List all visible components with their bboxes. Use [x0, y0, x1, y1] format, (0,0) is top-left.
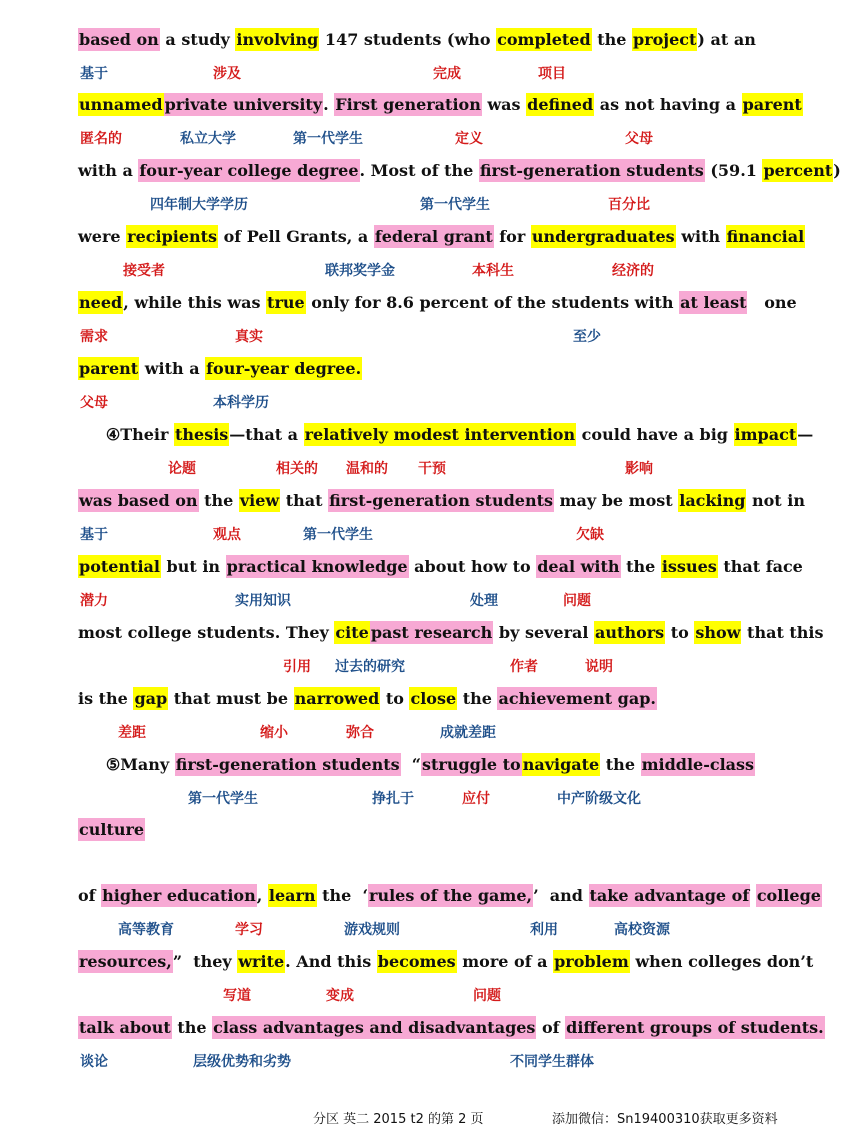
phrase: the — [620, 557, 661, 576]
highlighted-phrase: deal with — [537, 557, 620, 576]
gloss: 游戏规则 — [344, 922, 400, 938]
highlighted-word: unnamed — [79, 95, 163, 114]
phrase: but in — [160, 557, 226, 576]
highlighted-phrase: culture — [79, 820, 145, 839]
phrase: ④Their — [78, 425, 174, 444]
phrase: (59.1 — [704, 161, 763, 180]
phrase: to — [380, 689, 410, 708]
gloss: 需求 — [80, 329, 108, 345]
gloss: 定义 — [455, 131, 483, 147]
gloss: 匿名的 — [80, 131, 122, 147]
gloss: 成就差距 — [440, 725, 496, 741]
phrase: the — [600, 755, 641, 774]
gloss: 谈论 — [80, 1054, 108, 1070]
highlighted-phrase: federal grant — [374, 227, 493, 246]
text-line-2 — [78, 89, 802, 121]
gloss-line-7 — [0, 457, 800, 481]
highlighted-phrase: four-year college degree — [139, 161, 359, 180]
highlighted-phrase: struggle to — [421, 755, 521, 774]
phrase: . — [323, 95, 335, 114]
phrase: more of a — [456, 952, 554, 971]
highlighted-word: undergraduates — [531, 227, 675, 246]
phrase: one — [747, 293, 797, 312]
phrase: when colleges don’t — [629, 952, 814, 971]
gloss: 第一代学生 — [293, 131, 363, 147]
highlighted-word: completed — [497, 30, 591, 49]
highlighted-phrase: past research — [370, 623, 493, 642]
highlighted-phrase: take advantage of — [589, 886, 750, 905]
highlighted-phrase: rules of the game, — [369, 886, 533, 905]
text-line-13 — [78, 814, 790, 846]
highlighted-word: navigate — [522, 755, 600, 774]
phrase: . And this — [285, 952, 377, 971]
gloss: 说明 — [585, 659, 613, 675]
phrase: as not having a — [594, 95, 742, 114]
highlighted-word: project — [633, 30, 697, 49]
gloss: 温和的 — [346, 461, 388, 477]
highlighted-word: relatively modest intervention — [304, 425, 576, 444]
phrase: . Most of the — [359, 161, 479, 180]
gloss-line-10 — [0, 655, 800, 679]
phrase: only for 8.6 percent of the students with — [305, 293, 680, 312]
highlighted-phrase: higher education — [102, 886, 256, 905]
gloss: 父母 — [625, 131, 653, 147]
highlighted-phrase: college — [756, 886, 821, 905]
gloss: 至少 — [573, 329, 601, 345]
page-footer — [0, 1108, 800, 1130]
gloss: 挣扎于 — [372, 791, 414, 807]
highlighted-word: cite — [335, 623, 369, 642]
gloss: 观点 — [213, 527, 241, 543]
gloss: 私立大学 — [180, 131, 236, 147]
gloss: 经济的 — [612, 263, 654, 279]
text-line-10 — [78, 617, 824, 649]
phrase: that face — [717, 557, 803, 576]
highlighted-word: view — [239, 491, 280, 510]
phrase: , while this was — [123, 293, 267, 312]
highlighted-word: problem — [554, 952, 629, 971]
gloss: 相关的 — [276, 461, 318, 477]
gloss-line-15 — [0, 984, 800, 1008]
gloss: 项目 — [538, 66, 566, 82]
highlighted-word: narrowed — [294, 689, 380, 708]
highlighted-word: defined — [527, 95, 594, 114]
highlighted-phrase: was based on — [79, 491, 198, 510]
highlighted-word: thesis — [175, 425, 229, 444]
gloss-line-5 — [0, 325, 800, 349]
text-line-11 — [78, 683, 790, 715]
phrase: the ‘ — [316, 886, 369, 905]
gloss: 应付 — [462, 791, 490, 807]
text-line-14 — [78, 880, 821, 912]
phrase: could have a big — [576, 425, 734, 444]
phrase: “ — [400, 755, 421, 774]
phrase: most college students. They — [78, 623, 335, 642]
gloss: 高校资源 — [614, 922, 670, 938]
gloss: 潜力 — [80, 593, 108, 609]
gloss-line-3 — [0, 193, 800, 217]
gloss-line-14 — [0, 918, 800, 942]
phrase: —that a — [229, 425, 304, 444]
gloss-line-8 — [0, 523, 800, 547]
phrase: of Pell Grants, a — [218, 227, 374, 246]
gloss: 完成 — [433, 66, 461, 82]
highlighted-word: recipients — [127, 227, 218, 246]
gloss: 涉及 — [213, 66, 241, 82]
gloss-line-4 — [0, 259, 800, 283]
text-line-7 — [78, 419, 814, 451]
text-line-1 — [78, 24, 790, 56]
gloss: 四年制大学学历 — [150, 197, 248, 213]
highlighted-word: potential — [79, 557, 160, 576]
gloss-line-2 — [0, 127, 800, 151]
gloss: 接受者 — [123, 263, 165, 279]
gloss: 学习 — [235, 922, 263, 938]
phrase: — — [797, 425, 814, 444]
highlighted-phrase: resources, — [79, 952, 172, 971]
highlighted-word: four-year degree. — [206, 359, 362, 378]
gloss: 影响 — [625, 461, 653, 477]
phrase: of — [78, 886, 102, 905]
gloss: 第一代学生 — [188, 791, 258, 807]
highlighted-phrase: achievement gap. — [498, 689, 656, 708]
phrase: the — [591, 30, 633, 49]
gloss: 基于 — [80, 527, 108, 543]
highlighted-word: need — [79, 293, 123, 312]
phrase: that this — [741, 623, 824, 642]
gloss: 第一代学生 — [420, 197, 490, 213]
phrase: by several — [493, 623, 595, 642]
text-line-5 — [78, 287, 797, 319]
text-line-8 — [78, 485, 805, 517]
highlighted-phrase: talk about — [79, 1018, 171, 1037]
highlighted-phrase: different groups of students. — [566, 1018, 824, 1037]
gloss: 真实 — [235, 329, 263, 345]
gloss: 不同学生群体 — [510, 1054, 594, 1070]
phrase: were — [78, 227, 127, 246]
text-line-6 — [78, 353, 790, 385]
gloss: 高等教育 — [118, 922, 174, 938]
phrase: the — [457, 689, 498, 708]
highlighted-phrase: first-generation students — [175, 755, 400, 774]
phrase: to — [665, 623, 695, 642]
highlighted-word: show — [695, 623, 741, 642]
highlighted-phrase: based on — [79, 30, 159, 49]
gloss: 父母 — [80, 395, 108, 411]
phrase: with a — [139, 359, 206, 378]
page-number-label: 分区 英二 2015 t2 的第 2 页 — [313, 1112, 484, 1127]
gloss: 作者 — [510, 659, 538, 675]
phrase: that must be — [168, 689, 294, 708]
highlighted-word: authors — [595, 623, 665, 642]
gloss: 弥合 — [346, 725, 374, 741]
text-line-16 — [78, 1012, 824, 1044]
highlighted-word: becomes — [377, 952, 456, 971]
text-line-9 — [78, 551, 803, 583]
gloss: 第一代学生 — [303, 527, 373, 543]
gloss: 利用 — [530, 922, 558, 938]
gloss: 实用知识 — [235, 593, 291, 609]
highlighted-word: financial — [726, 227, 805, 246]
highlighted-phrase: private university — [164, 95, 323, 114]
gloss: 层级优势和劣势 — [193, 1054, 291, 1070]
gloss-line-6 — [0, 391, 800, 415]
highlighted-word: involving — [236, 30, 319, 49]
gloss-line-16 — [0, 1050, 800, 1074]
text-line-12 — [78, 749, 790, 781]
gloss: 本科生 — [472, 263, 514, 279]
text-line-3 — [78, 155, 841, 187]
phrase — [750, 886, 756, 905]
gloss: 百分比 — [608, 197, 650, 213]
phrase: ⑤Many — [78, 755, 175, 774]
gloss: 中产阶级文化 — [557, 791, 641, 807]
gloss: 变成 — [326, 988, 354, 1004]
highlighted-word: gap — [134, 689, 168, 708]
highlighted-word: true — [267, 293, 305, 312]
phrase: was — [481, 95, 527, 114]
gloss-line-1 — [0, 62, 800, 86]
phrase: a study — [159, 30, 236, 49]
highlighted-word: parent — [742, 95, 802, 114]
highlighted-phrase: practical knowledge — [226, 557, 408, 576]
phrase: ) — [833, 161, 841, 180]
gloss: 联邦奖学金 — [325, 263, 395, 279]
phrase: ” they — [172, 952, 238, 971]
highlighted-word: learn — [268, 886, 316, 905]
phrase: with — [675, 227, 726, 246]
text-line-15 — [78, 946, 814, 978]
gloss: 过去的研究 — [335, 659, 405, 675]
phrase: is the — [78, 689, 134, 708]
gloss: 问题 — [473, 988, 501, 1004]
phrase: for — [493, 227, 531, 246]
phrase: ) at an — [697, 30, 756, 49]
phrase: with a — [78, 161, 139, 180]
phrase: of — [536, 1018, 566, 1037]
highlighted-word: lacking — [679, 491, 746, 510]
text-line-4 — [78, 221, 805, 253]
phrase: about how to — [408, 557, 537, 576]
phrase: not in — [746, 491, 805, 510]
highlighted-phrase: at least — [680, 293, 747, 312]
highlighted-phrase: middle-class — [641, 755, 755, 774]
gloss: 问题 — [563, 593, 591, 609]
phrase: 147 students (who — [319, 30, 497, 49]
gloss-line-12 — [0, 787, 800, 811]
phrase: the — [198, 491, 239, 510]
phrase: ’ and — [533, 886, 589, 905]
gloss: 引用 — [283, 659, 311, 675]
highlighted-phrase: First generation — [335, 95, 481, 114]
highlighted-word: issues — [661, 557, 717, 576]
gloss: 本科学历 — [213, 395, 269, 411]
watermark-text: 添加微信：Sn19400310获取更多资料 — [552, 1112, 778, 1127]
phrase: may be most — [553, 491, 679, 510]
highlighted-word: write — [238, 952, 285, 971]
gloss: 欠缺 — [576, 527, 604, 543]
highlighted-word: percent — [763, 161, 833, 180]
highlighted-word: close — [410, 689, 457, 708]
gloss-line-11 — [0, 721, 800, 745]
phrase: that — [280, 491, 329, 510]
highlighted-phrase: class advantages and disadvantages — [213, 1018, 536, 1037]
gloss: 处理 — [470, 593, 498, 609]
gloss: 差距 — [118, 725, 146, 741]
gloss-line-9 — [0, 589, 800, 613]
gloss: 干预 — [418, 461, 446, 477]
highlighted-word: impact — [734, 425, 797, 444]
gloss: 论题 — [168, 461, 196, 477]
gloss: 缩小 — [260, 725, 288, 741]
gloss: 写道 — [223, 988, 251, 1004]
highlighted-phrase: first-generation students — [329, 491, 553, 510]
phrase: , — [256, 886, 268, 905]
phrase: the — [171, 1018, 213, 1037]
gloss: 基于 — [80, 66, 108, 82]
highlighted-word: parent — [79, 359, 139, 378]
highlighted-phrase: first-generation students — [479, 161, 704, 180]
